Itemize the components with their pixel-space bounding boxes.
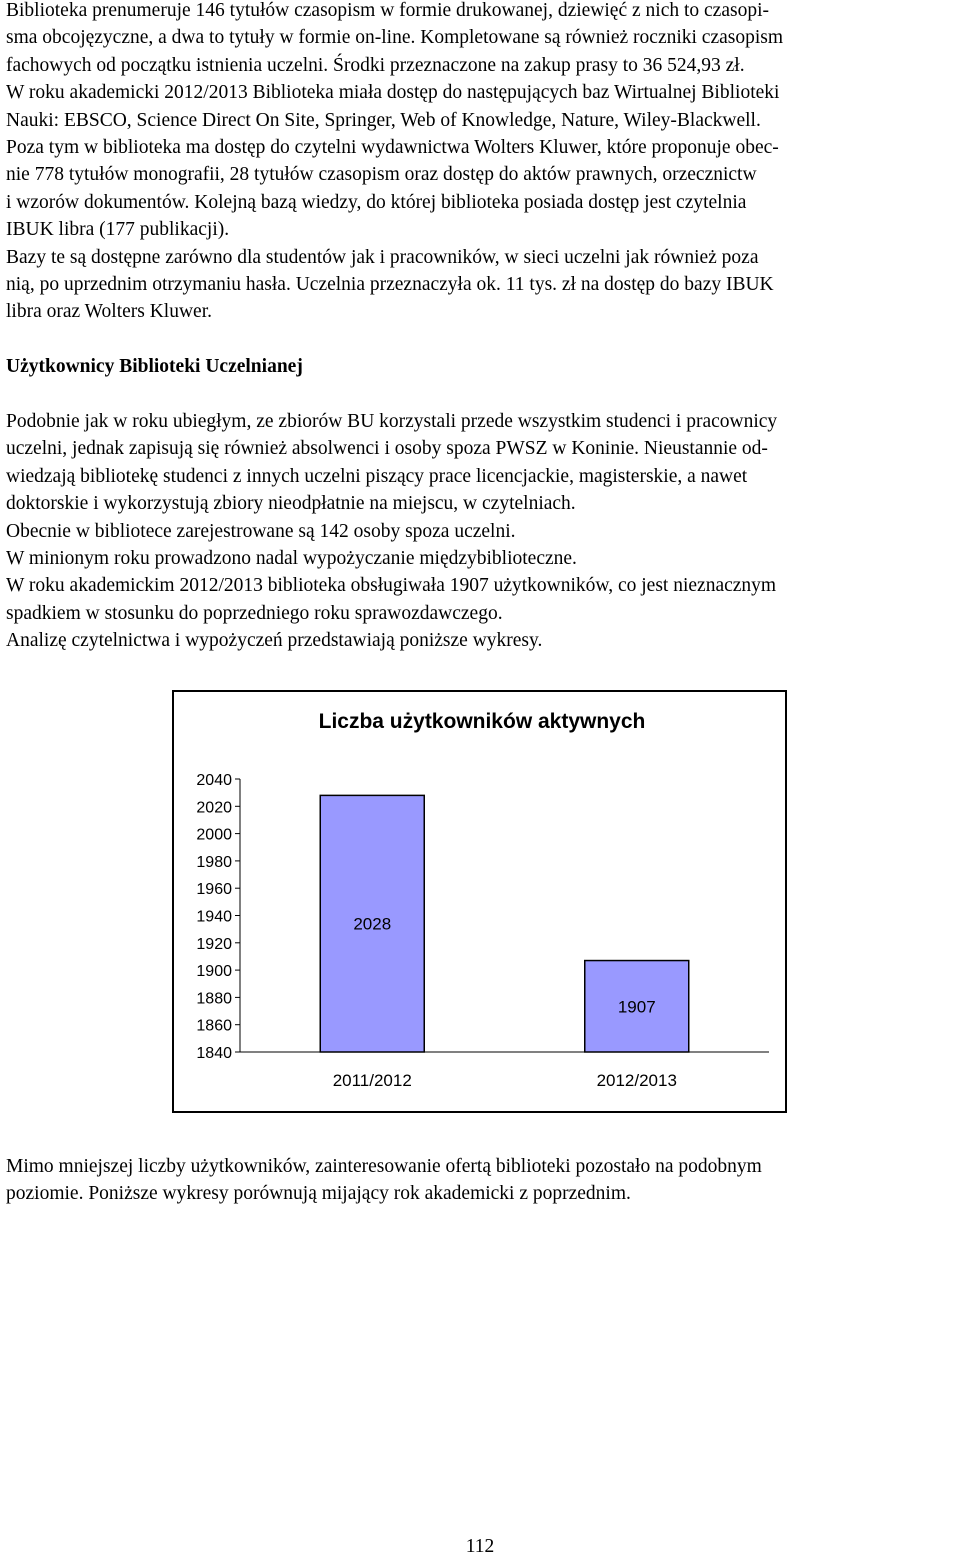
text-line: IBUK libra (177 publikacji).	[6, 219, 230, 241]
y-tick-label: 1980	[196, 853, 232, 871]
y-tick-label: 1840	[196, 1045, 232, 1062]
chart-title: Liczba użytkowników aktywnych	[318, 710, 646, 733]
text-line: nią, po uprzednim otrzymaniu hasła. Uczelnia przeznaczyła ok. 11 tys. zł na dostęp do bazy IBUK	[6, 274, 774, 296]
text-line: W minionym roku prowadzono nadal wypożyczanie międzybiblioteczne.	[6, 548, 577, 570]
chart-canvas	[174, 692, 785, 1111]
y-tick-label: 1860	[196, 1017, 232, 1035]
text-line: Biblioteka prenumeruje 146 tytułów czasopism w formie drukowanej, dziewięć z nich to czasopi-	[6, 0, 769, 21]
text-line: poziomie. Poniższe wykresy porównują mijający rok akademicki z poprzednim.	[6, 1183, 631, 1205]
text-line: Podobnie jak w roku ubiegłym, ze zbiorów BU korzystali przede wszystkim studenci i pracownicy	[6, 411, 778, 432]
paragraph-library-users	[6, 408, 777, 655]
text-line: sma obcojęzyczne, a dwa to tytuły w formie on-line. Kompletowane są również roczniki czasopism	[6, 27, 784, 49]
y-tick-label: 1880	[196, 990, 232, 1008]
text-line: Poza tym w biblioteka ma dostęp do czytelni wydawnictwa Wolters Kluwer, które proponuje obec-	[6, 137, 779, 159]
text-line: Analizę czytelnictwa i wypożyczeń przedstawiają poniższe wykresy.	[6, 630, 543, 652]
y-tick-label: 2020	[196, 799, 232, 817]
paragraph-library-resources	[6, 0, 783, 326]
text-line: W roku akademicki 2012/2013 Biblioteka miała dostęp do następujących baz Wirtualnej Biblioteki	[6, 82, 780, 104]
text-line: wiedzają bibliotekę studenci z innych uczelni piszący prace licencjackie, magisterskie, a nawet	[6, 465, 748, 487]
text-line: spadkiem w stosunku do poprzedniego roku sprawozdawczego.	[6, 602, 503, 624]
y-tick-label: 2040	[196, 772, 232, 789]
text-line: W roku akademickim 2012/2013 biblioteka obsługiwała 1907 użytkowników, co jest nieznacznym	[6, 575, 777, 597]
paragraph-interest	[6, 1153, 954, 1208]
active-users-chart	[172, 690, 787, 1113]
x-axis	[240, 1052, 769, 1090]
y-tick-label: 1920	[196, 935, 232, 953]
section-heading: Użytkownicy Biblioteki Uczelnianej	[6, 356, 303, 377]
y-tick-label: 1940	[196, 908, 232, 926]
text-line: Nauki: EBSCO, Science Direct On Site, Springer, Web of Knowledge, Nature, Wiley-Blackwell.	[6, 109, 761, 131]
x-tick-label: 2011/2012	[332, 1071, 412, 1090]
y-tick-label: 1960	[196, 881, 232, 899]
page-number: 112	[465, 1536, 495, 1557]
text-line: Bazy te są dostępne zarówno dla studentów jak i pracowników, w sieci uczelni jak również poza	[6, 246, 759, 268]
y-tick-label: 2000	[196, 826, 232, 844]
bar-data-label: 2028	[353, 914, 392, 934]
bars	[320, 795, 689, 1052]
text-line: Obecnie w bibliotece zarejestrowane są 142 osoby spoza uczelni.	[6, 520, 516, 542]
text-line: fachowych od początku istnienia uczelni. Środki przeznaczone na zakup prasy to 36 524,93 zł.	[6, 54, 745, 76]
text-line: uczelni, jednak zapisują się również absolwenci i osoby spoza PWSZ w Koninie. Nieustannie od-	[6, 438, 768, 460]
text-line: nie 778 tytułów monografii, 28 tytułów czasopism oraz dostęp do aktów prawnych, orzecznictw	[6, 164, 757, 186]
y-axis	[196, 772, 240, 1062]
text-line: libra oraz Wolters Kluwer.	[6, 301, 213, 323]
x-tick-label: 2012/2013	[596, 1071, 677, 1090]
bar-data-label: 1907	[617, 997, 656, 1017]
text-line: doktorskie i wykorzystują zbiory nieodpłatnie na miejscu, w czytelniach.	[6, 493, 576, 515]
text-line: i wzorów dokumentów. Kolejną bazą wiedzy, do której biblioteka posiada dostęp jest czytelnia	[6, 191, 747, 213]
text-line: Mimo mniejszej liczby użytkowników, zainteresowanie ofertą biblioteki pozostało na podobnym	[6, 1156, 762, 1177]
y-tick-label: 1900	[196, 963, 232, 981]
